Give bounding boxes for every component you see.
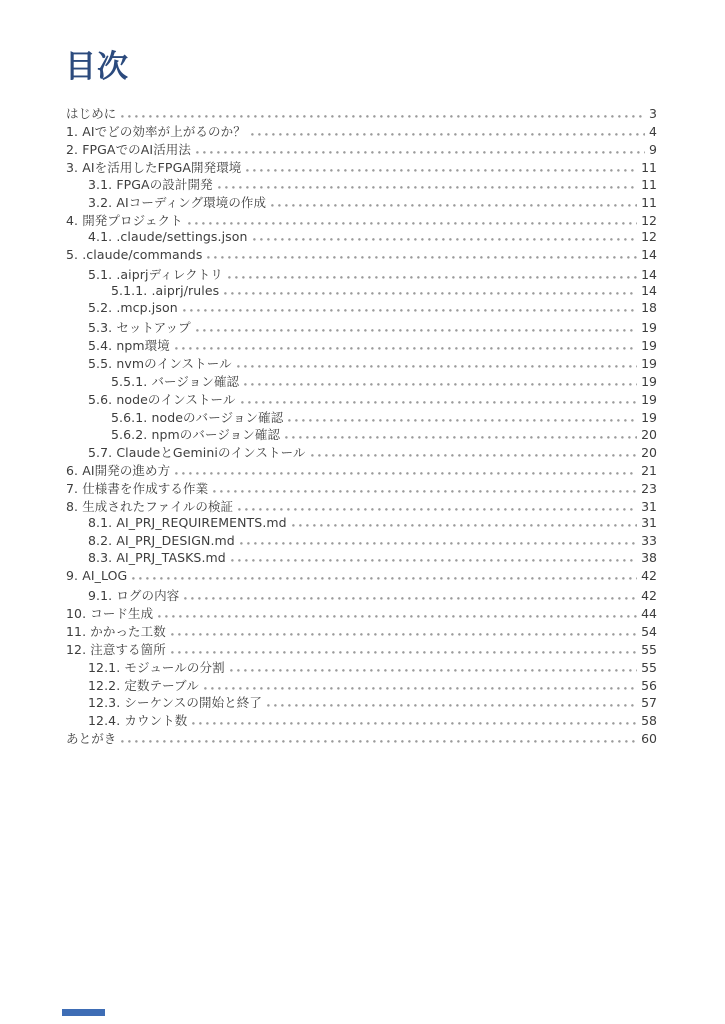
toc-entry[interactable]	[66, 283, 657, 301]
toc-entry[interactable]	[66, 443, 657, 461]
toc-page-number: 19	[641, 356, 657, 372]
toc-page-number: 31	[641, 514, 657, 530]
toc-entry[interactable]	[66, 550, 657, 568]
toc-entry-label: 5.5. nvmのインストール	[88, 356, 232, 372]
toc-entry-label: 9. AI_LOG	[66, 568, 128, 584]
toc-page-number: 38	[641, 550, 657, 566]
toc-dot-leader	[188, 222, 637, 225]
toc-dot-leader	[288, 419, 637, 422]
toc-entry[interactable]	[66, 229, 657, 247]
toc-page-number: 14	[641, 282, 657, 298]
toc-entry-label: 12. 注意する箇所	[66, 641, 166, 657]
toc-entry[interactable]	[66, 479, 657, 497]
toc-page-number: 56	[641, 677, 657, 693]
toc-page-number: 19	[641, 320, 657, 336]
toc-entry-label: 5.4. npm環境	[88, 338, 170, 354]
toc-page-number: 42	[641, 568, 657, 584]
toc-entry-label: 4.1. .claude/settings.json	[88, 229, 248, 245]
toc-dot-leader	[311, 454, 638, 457]
toc-entry[interactable]	[66, 515, 657, 533]
toc-entry[interactable]	[66, 193, 657, 211]
toc-page-number: 20	[641, 427, 657, 443]
toc-entry[interactable]	[66, 640, 657, 658]
toc-entry-label: あとがき	[66, 731, 117, 747]
toc-entry-label: 10. コード生成	[66, 606, 154, 622]
toc-dot-leader	[175, 347, 637, 350]
toc-page-number: 20	[641, 445, 657, 461]
toc-dot-leader	[237, 365, 637, 368]
toc-dot-leader	[230, 669, 637, 672]
toc-entry-label: 5.6. nodeのインストール	[88, 391, 236, 407]
toc-dot-leader	[184, 597, 637, 600]
page-title: 目次	[65, 49, 129, 85]
toc-entry-label: 11. かかった工数	[66, 623, 166, 639]
toc-page-number: 44	[641, 606, 657, 622]
toc-entry[interactable]	[66, 158, 657, 176]
toc-page-number: 58	[641, 713, 657, 729]
toc-entry-label: はじめに	[66, 106, 117, 121]
toc-page-number: 14	[641, 266, 657, 282]
toc-dot-leader	[175, 472, 637, 475]
toc-entry-label: 1. AIでどの効率が上がるのか？	[66, 123, 246, 139]
toc-page-number: 19	[641, 338, 657, 354]
toc-entry-label: 12.2. 定数テーブル	[88, 677, 199, 693]
toc-entry-label: 12.3. シーケンスの開始と終了	[88, 695, 262, 711]
toc-entry-label: 5.1. .aiprjディレクトリ	[88, 266, 223, 282]
toc-entry-label: 9.1. ログの内容	[88, 588, 180, 604]
toc-page-number: 14	[641, 246, 657, 262]
toc-page-number: 12	[641, 229, 657, 245]
toc-page-number: 33	[641, 532, 657, 548]
toc-entry-label: 3. AIを活用したFPGA開発環境	[66, 159, 242, 175]
toc-page-number: 55	[641, 641, 657, 657]
toc-page-number: 60	[641, 731, 657, 747]
toc-entry-label: 8.1. AI_PRJ_REQUIREMENTS.md	[88, 514, 287, 530]
toc-entry-label: 5.7. ClaudeとGeminiのインストール	[88, 445, 306, 461]
toc-page-number: 21	[641, 463, 657, 479]
toc-dot-leader	[171, 651, 637, 654]
toc-page-number: 11	[641, 159, 657, 175]
toc-list	[66, 104, 657, 747]
toc-dot-leader	[267, 704, 637, 707]
toc-entry[interactable]	[66, 354, 657, 372]
toc-entry[interactable]	[66, 676, 657, 694]
toc-page-number: 19	[641, 373, 657, 389]
toc-entry[interactable]	[66, 300, 657, 318]
toc-entry[interactable]	[66, 372, 657, 390]
toc-entry-label: 5.5.1. バージョン確認	[111, 373, 240, 389]
toc-entry-label: 6. AI開発の進め方	[66, 463, 171, 479]
toc-dot-leader	[192, 722, 637, 725]
toc-dot-leader	[253, 238, 638, 241]
toc-entry-label: 8. 生成されたファイルの検証	[66, 498, 234, 514]
toc-page-number: 19	[641, 409, 657, 425]
toc-entry[interactable]	[66, 175, 657, 193]
toc-entry-label: 5. .claude/commands	[66, 246, 203, 262]
toc-dot-leader	[246, 169, 637, 172]
toc-entry[interactable]	[66, 586, 657, 604]
toc-entry-label: 8.3. AI_PRJ_TASKS.md	[88, 550, 226, 566]
toc-page-number: 31	[641, 498, 657, 514]
toc-entry-label: 4. 開発プロジェクト	[66, 213, 183, 229]
toc-dot-leader	[285, 436, 637, 439]
toc-dot-leader	[292, 524, 637, 527]
toc-entry-label: 5.3. セットアップ	[88, 320, 191, 336]
toc-entry[interactable]	[66, 729, 657, 747]
toc-dot-leader	[121, 115, 645, 118]
toc-entry[interactable]	[66, 122, 657, 140]
toc-entry[interactable]	[66, 604, 657, 622]
toc-entry[interactable]	[66, 533, 657, 551]
toc-dot-leader	[244, 383, 637, 386]
toc-dot-leader	[241, 401, 638, 404]
toc-entry[interactable]	[66, 336, 657, 354]
toc-dot-leader	[224, 292, 637, 295]
toc-dot-leader	[171, 633, 637, 636]
toc-page-number: 12	[641, 213, 657, 229]
toc-entry-label: 5.6.2. npmのバージョン確認	[111, 427, 281, 443]
toc-entry[interactable]	[66, 318, 657, 336]
toc-entry-label: 12.1. モジュールの分割	[88, 659, 225, 675]
toc-dot-leader	[228, 276, 637, 279]
toc-page-number: 55	[641, 659, 657, 675]
toc-entry[interactable]	[66, 693, 657, 711]
toc-page-number: 42	[641, 588, 657, 604]
toc-entry[interactable]	[66, 390, 657, 408]
toc-entry[interactable]	[66, 104, 657, 122]
toc-entry[interactable]	[66, 265, 657, 283]
toc-page-number: 18	[641, 300, 657, 316]
toc-dot-leader	[196, 329, 637, 332]
toc-entry-label: 12.4. カウント数	[88, 713, 188, 729]
toc-entry[interactable]	[66, 568, 657, 586]
toc-entry[interactable]	[66, 497, 657, 515]
toc-entry[interactable]	[66, 461, 657, 479]
toc-page-number: 3	[649, 106, 657, 121]
toc-entry[interactable]	[66, 711, 657, 729]
toc-entry-label: 5.1.1. .aiprj/rules	[111, 282, 220, 298]
toc-dot-leader	[251, 133, 645, 136]
toc-dot-leader	[132, 577, 637, 580]
toc-dot-leader	[158, 615, 637, 618]
toc-entry[interactable]	[66, 622, 657, 640]
toc-page-number: 54	[641, 623, 657, 639]
toc-dot-leader	[204, 687, 637, 690]
toc-dot-leader	[271, 204, 637, 207]
toc-dot-leader	[231, 559, 637, 562]
toc-entry[interactable]	[66, 140, 657, 158]
toc-page-number: 23	[641, 481, 657, 497]
toc-page-number: 9	[649, 141, 657, 157]
toc-dot-leader	[218, 186, 637, 189]
toc-page-number: 57	[641, 695, 657, 711]
toc-dot-leader	[238, 508, 637, 511]
toc-entry-label: 2. FPGAでのAI活用法	[66, 141, 192, 157]
toc-page-number: 19	[641, 391, 657, 407]
toc-entry-label: 5.2. .mcp.json	[88, 300, 178, 316]
toc-dot-leader	[183, 309, 637, 312]
footer-accent-bar	[62, 1009, 105, 1016]
toc-page-number: 4	[649, 123, 657, 139]
toc-entry[interactable]	[66, 425, 657, 443]
toc-page-number: 11	[641, 195, 657, 211]
toc-dot-leader	[240, 542, 637, 545]
toc-page-number: 11	[641, 177, 657, 193]
toc-entry[interactable]	[66, 658, 657, 676]
toc-dot-leader	[121, 740, 637, 743]
toc-entry[interactable]	[66, 211, 657, 229]
toc-dot-leader	[196, 151, 645, 154]
toc-entry-label: 3.1. FPGAの設計開発	[88, 177, 213, 193]
toc-entry-label: 3.2. AIコーディング環境の作成	[88, 195, 267, 211]
toc-entry[interactable]	[66, 408, 657, 426]
toc-entry-label: 7. 仕様書を作成する作業	[66, 481, 209, 497]
toc-dot-leader	[213, 490, 637, 493]
toc-entry-label: 8.2. AI_PRJ_DESIGN.md	[88, 532, 235, 548]
toc-entry[interactable]	[66, 247, 657, 265]
toc-entry-label: 5.6.1. nodeのバージョン確認	[111, 409, 284, 425]
toc-dot-leader	[207, 256, 637, 259]
